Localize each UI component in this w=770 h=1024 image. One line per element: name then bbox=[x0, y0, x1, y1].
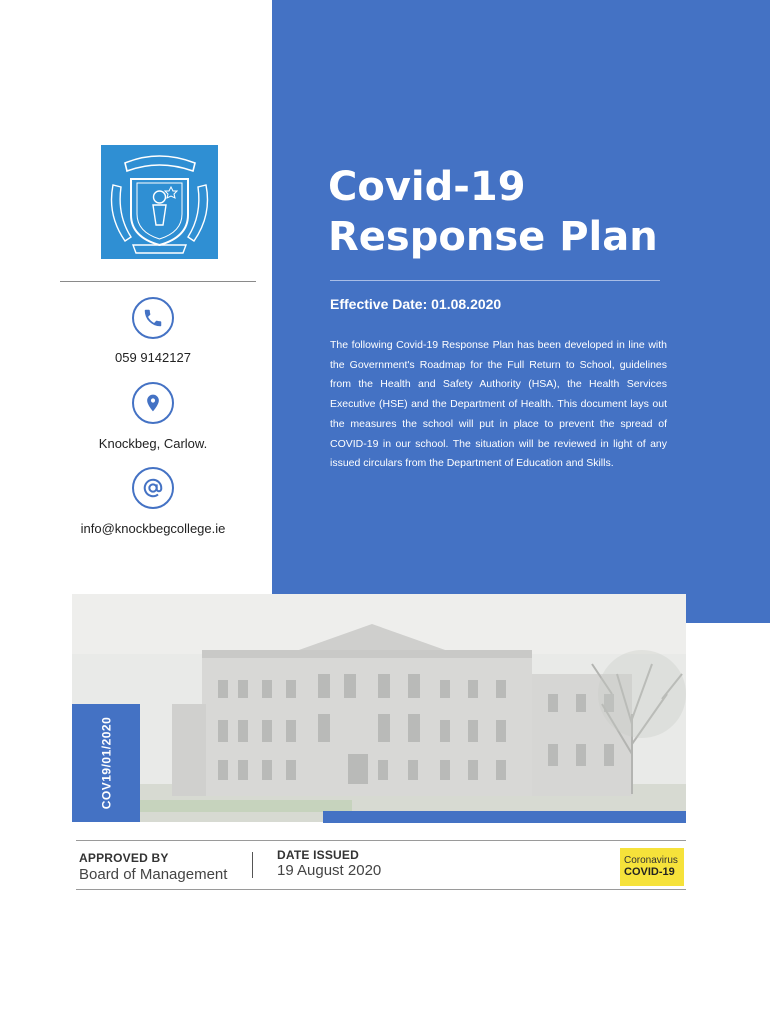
at-sign-icon bbox=[132, 467, 174, 509]
page-title bbox=[328, 162, 748, 262]
contact-email[interactable]: info@knockbegcollege.ie bbox=[80, 521, 226, 536]
document-code-text: COV19/01/2020 bbox=[99, 716, 113, 810]
map-pin-icon bbox=[132, 382, 174, 424]
intro-paragraph: The following Covid-19 Response Plan has been developed in line with the Government's Roadmap for the Full Return to School, guidelines from the Health and Safety Authority (HSA), the Health Services Executive (HSE) and the Department of Health. This document lays out the measures the school will put in place to prevent the spread of COVID-19 in our school. The situation will be reviewed in light of any issued circulars from the Department of Education and Skills. bbox=[330, 339, 667, 470]
title-line-2: Response Plan bbox=[328, 214, 658, 260]
contact-address: Knockbeg, Carlow. bbox=[98, 436, 208, 451]
crest-emblem-icon bbox=[101, 145, 218, 259]
document-code bbox=[72, 704, 140, 822]
covid-badge bbox=[620, 848, 684, 886]
badge-line-2: COVID-19 bbox=[624, 866, 675, 878]
footer-bottom-rule bbox=[76, 889, 686, 890]
approved-by-value: Board of Management bbox=[79, 866, 228, 883]
footer-divider bbox=[252, 852, 253, 878]
footer-top-rule bbox=[76, 840, 686, 841]
contact-phone: 059 9142127 bbox=[115, 350, 191, 365]
title-divider bbox=[330, 280, 660, 281]
title-line-1: Covid-19 bbox=[328, 164, 526, 210]
accent-bar bbox=[323, 811, 686, 823]
school-crest-logo bbox=[101, 145, 218, 259]
badge-line-1: Coronavirus bbox=[624, 855, 678, 866]
school-building-photo bbox=[72, 594, 686, 822]
date-issued-label: DATE ISSUED bbox=[277, 848, 359, 862]
date-issued-value: 19 August 2020 bbox=[277, 862, 382, 879]
phone-icon bbox=[132, 297, 174, 339]
effective-date: Effective Date: 01.08.2020 bbox=[330, 296, 502, 312]
left-divider bbox=[60, 281, 256, 282]
approved-by-label: APPROVED BY bbox=[79, 851, 169, 865]
